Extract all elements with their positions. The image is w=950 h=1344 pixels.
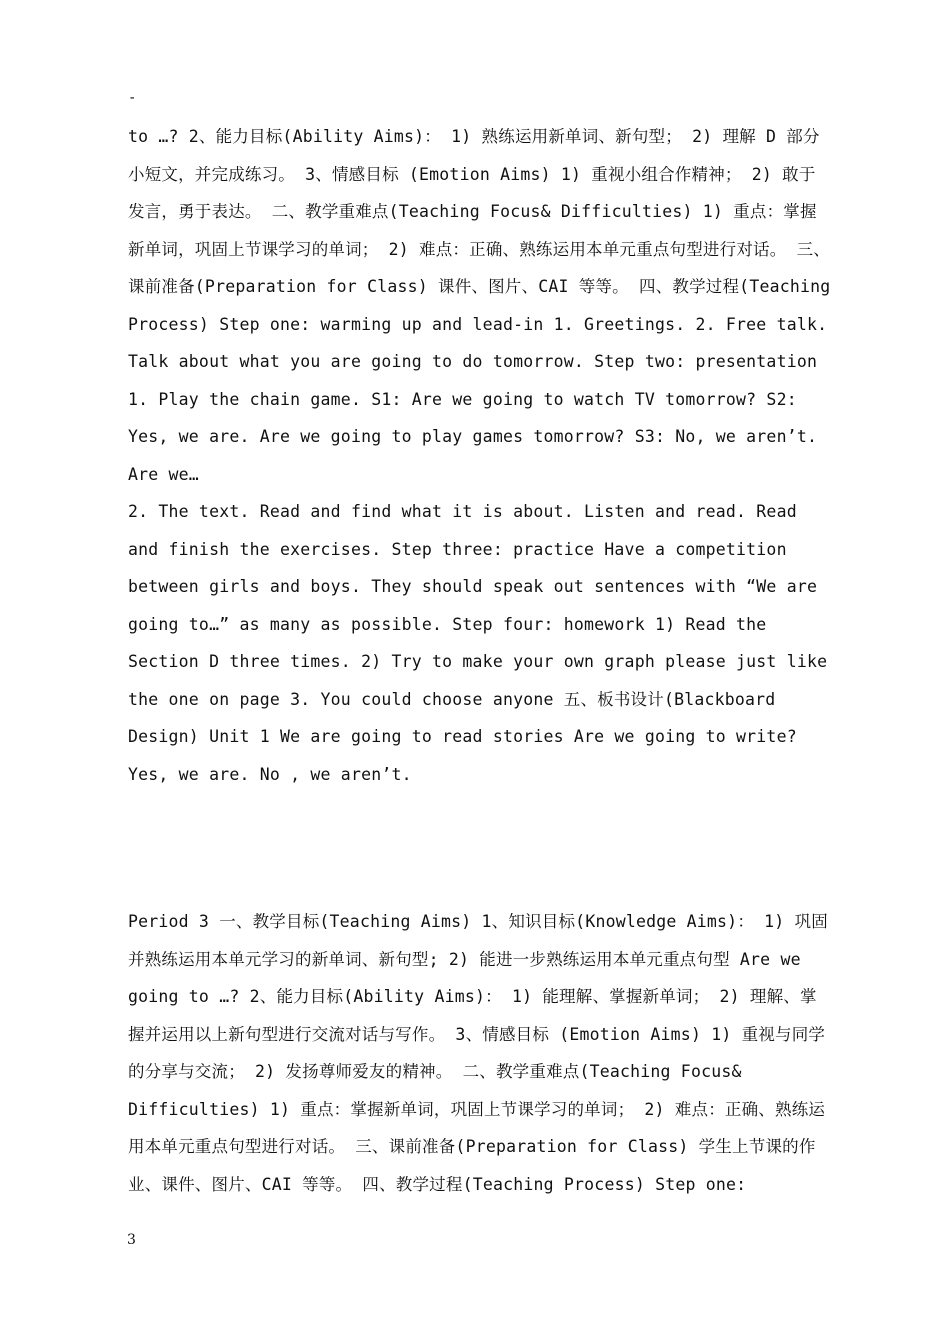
lesson-text-block-1	[128, 118, 832, 793]
paragraph: to …? 2、能力目标(Ability Aims)： 1) 熟练运用新单词、新句型； 2) 理解 D 部分小短文，并完成练习。 3、情感目标 (Emotion Aims) 1) 重视小组合作精神； 2) 敢于发言，勇于表达。 二、教学重难点(Teaching Focus& Difficulties) 1) 重点：掌握新单词，巩固上节课学习的单词； 2) 难点：正确、熟练运用本单元重点句型进行对话。 三、课前准备(Preparation for Class) 课件、图片、CAI 等等。 四、教学过程(Teaching Process) Step one: warming up and lead-in 1. Greetings. 2. Free talk. Talk about what you are going to do tomorrow. Step two: presentation	[128, 127, 831, 371]
paragraph: Period 3 一、教学目标(Teaching Aims) 1、知识目标(Knowledge Aims)： 1) 巩固并熟练运用本单元学习的新单词、新句型; 2) 能进一步熟练运用本单元重点句型 Are we going to …? 2、能力目标(Ability Aims)： 1) 能理解、掌握新单词； 2) 理解、掌握并运用以上新句型进行交流对话与写作。 3、情感目标 (Emotion Aims) 1) 重视与同学的分享与交流； 2) 发扬尊师爱友的精神。 二、教学重难点(Teaching Focus& Difficulties) 1) 重点：掌握新单词，巩固上节课学习的单词； 2) 难点：正确、熟练运用本单元重点句型进行对话。 三、课前准备(Preparation for Class) 学生上节课的作业、课件、图片、CAI 等等。 四、教学过程(Teaching Process) Step one:	[128, 912, 828, 1194]
page-number: 3	[127, 1232, 136, 1248]
header-mark: -	[128, 90, 137, 106]
paragraph: 1. Play the chain game. S1: Are we going to watch TV tomorrow? S2: Yes, we are. Are we going to play games tomorrow? S3: No, we aren’t. Are we…	[128, 389, 818, 484]
lesson-text-block-2	[128, 903, 832, 1203]
paragraph: 2. The text. Read and find what it is about. Listen and read. Read and finish the exercises. Step three: practice Have a competition between girls and boys. They should speak out sentences with “We are going to…” as many as possible. Step four: homework 1) Read the Section D three times. 2) Try to make your own graph please just like the one on page 3. You could choose anyone 五、板书设计(Blackboard Design) Unit 1 We are going to read stories Are we going to write? Yes, we are. No , we aren’t.	[128, 502, 828, 784]
